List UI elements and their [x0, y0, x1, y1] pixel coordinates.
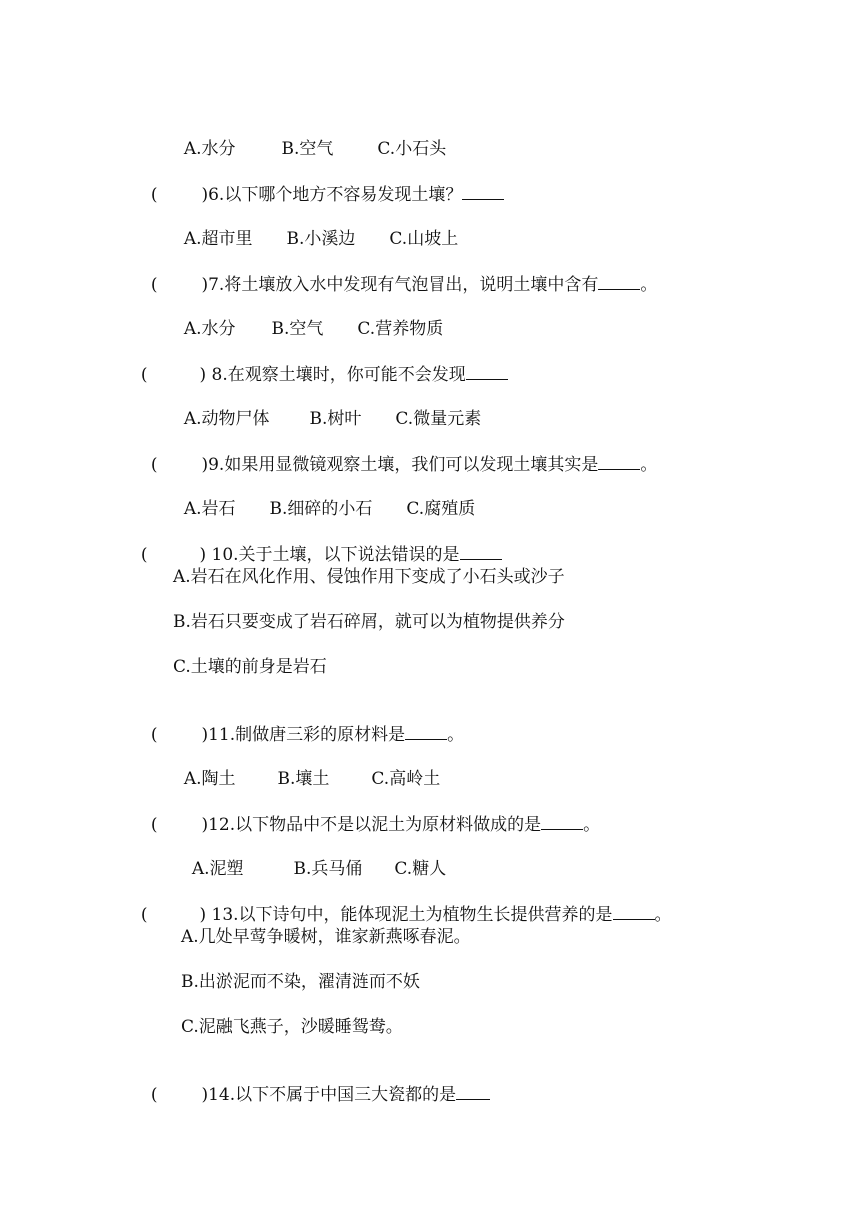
fill-blank[interactable]	[405, 723, 447, 740]
q10-option-c: C.土壤的前身是岩石	[173, 657, 327, 677]
q12-option-a: A.泥塑	[191, 859, 244, 879]
q5-option-a: A.水分	[183, 139, 236, 159]
question-14	[140, 1061, 490, 1106]
fill-blank[interactable]	[460, 543, 502, 560]
answer-paren-right: )	[199, 905, 207, 925]
answer-paren-right: )	[201, 275, 209, 295]
question-9	[140, 431, 657, 476]
answer-paren-left: (	[140, 545, 148, 565]
answer-paren-right: )	[201, 455, 209, 475]
q6-option-a: A.超市里	[183, 229, 253, 249]
question-text: 8.在观察土壤时，你可能不会发现	[206, 365, 466, 385]
q9-option-c: C.腐殖质	[406, 499, 476, 519]
q13-option-b: B.出淤泥而不染，濯清涟而不妖	[181, 972, 420, 992]
question-13	[130, 881, 672, 926]
q8-options	[173, 386, 481, 430]
answer-paren-left: (	[150, 455, 158, 475]
q11-option-c: C.高岭土	[371, 769, 441, 789]
question-text: 6.以下哪个地方不容易发现土壤？	[208, 185, 463, 205]
q8-option-a: A.动物尸体	[183, 409, 270, 429]
question-end: 。	[640, 275, 658, 295]
answer-paren-right: )	[201, 815, 209, 835]
q6-option-c: C.山坡上	[389, 229, 459, 249]
q5-option-b: B.空气	[281, 139, 334, 159]
fill-blank[interactable]	[462, 183, 504, 200]
q13-option-a: A.几处早莺争暖树，谁家新燕啄春泥。	[181, 927, 471, 947]
q7-options	[173, 296, 443, 340]
question-end: 。	[583, 815, 601, 835]
q11-options	[173, 746, 440, 790]
q9-options	[173, 476, 475, 520]
answer-paren-left: (	[150, 725, 158, 745]
question-text: 10.关于土壤，以下说法错误的是	[206, 545, 460, 565]
q10-option-b: B.岩石只要变成了岩石碎屑，就可以为植物提供养分	[173, 612, 565, 632]
answer-paren-left: (	[140, 365, 148, 385]
answer-paren-left: (	[150, 185, 158, 205]
fill-blank[interactable]	[456, 1083, 490, 1100]
question-end: 。	[654, 905, 672, 925]
q13-option-c: C.泥融飞燕子，沙暖睡鸳鸯。	[181, 1017, 403, 1037]
answer-paren-right: )	[201, 1085, 209, 1105]
q8-option-b: B.树叶	[309, 409, 362, 429]
answer-paren-right: )	[201, 185, 209, 205]
question-11	[140, 701, 464, 746]
q7-option-a: A.水分	[183, 319, 236, 339]
q12-option-c: C.糖人	[394, 859, 447, 879]
answer-paren-left: (	[150, 1085, 158, 1105]
q5-options	[173, 116, 446, 160]
fill-blank[interactable]	[541, 813, 583, 830]
question-text: 12.以下物品中不是以泥土为原材料做成的是	[208, 815, 542, 835]
q7-option-b: B.空气	[271, 319, 324, 339]
fill-blank[interactable]	[598, 273, 640, 290]
question-10	[130, 521, 502, 566]
question-text: 11.制做唐三彩的原材料是	[208, 725, 406, 745]
question-12	[140, 791, 600, 836]
q12-option-b: B.兵马俑	[293, 859, 363, 879]
question-text: 7.将土壤放入水中发现有气泡冒出，说明土壤中含有	[208, 275, 599, 295]
answer-paren-left: (	[150, 275, 158, 295]
question-text: 13.以下诗句中，能体现泥土为植物生长提供营养的是	[206, 905, 613, 925]
fill-blank[interactable]	[466, 363, 508, 380]
answer-paren-left: (	[140, 905, 148, 925]
question-end: 。	[447, 725, 465, 745]
question-8	[130, 341, 508, 386]
q9-option-a: A.岩石	[183, 499, 236, 519]
q11-option-a: A.陶土	[183, 769, 236, 789]
fill-blank[interactable]	[598, 453, 640, 470]
question-text: 14.以下不属于中国三大瓷都的是	[208, 1085, 457, 1105]
question-6	[140, 161, 504, 206]
q5-option-c: C.小石头	[377, 139, 447, 159]
q6-options	[173, 206, 458, 250]
fill-blank[interactable]	[613, 903, 655, 920]
answer-paren-right: )	[199, 365, 207, 385]
q11-option-b: B.壤土	[277, 769, 330, 789]
q6-option-b: B.小溪边	[286, 229, 356, 249]
question-end: 。	[640, 455, 658, 475]
q12-options	[181, 836, 446, 880]
answer-paren-left: (	[150, 815, 158, 835]
q8-option-c: C.微量元素	[395, 409, 482, 429]
question-7	[140, 251, 657, 296]
q9-option-b: B.细碎的小石	[269, 499, 373, 519]
answer-paren-right: )	[199, 545, 207, 565]
q10-option-a: A.岩石在风化作用、侵蚀作用下变成了小石头或沙子	[173, 567, 565, 587]
q7-option-c: C.营养物质	[357, 319, 444, 339]
question-text: 9.如果用显微镜观察土壤，我们可以发现土壤其实是	[208, 455, 599, 475]
answer-paren-right: )	[201, 725, 209, 745]
